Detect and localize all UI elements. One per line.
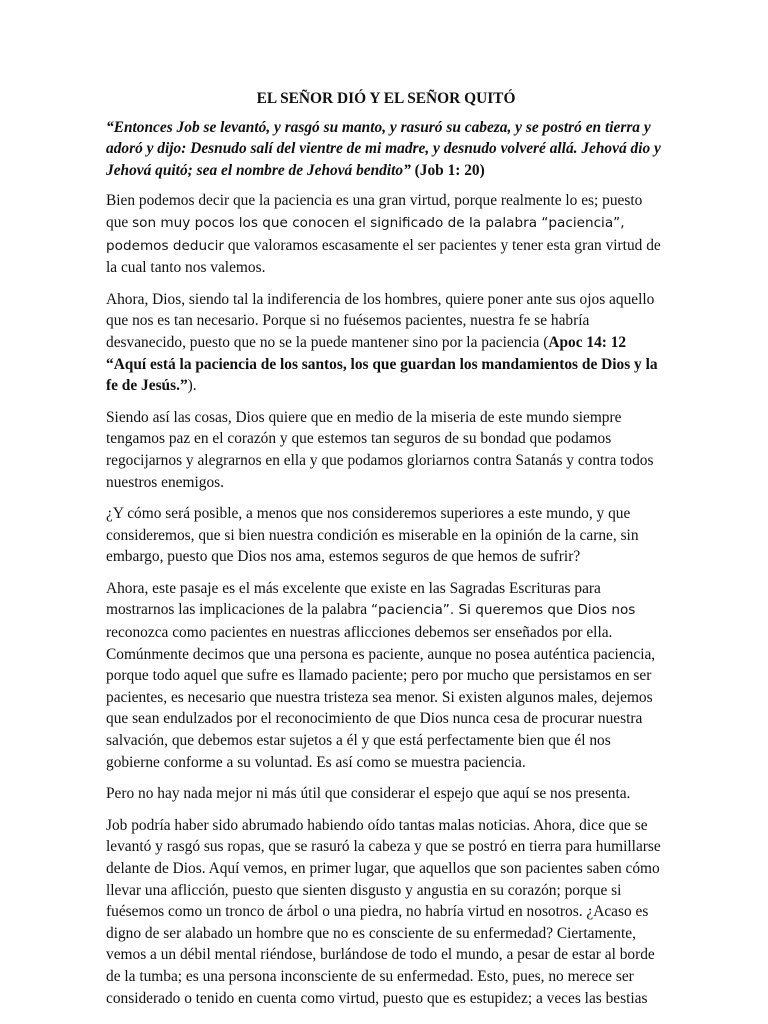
epigraph-reference: (Job 1: 20) [410, 161, 485, 179]
paragraph-6: Pero no hay nada mejor ni más útil que considerar el espejo que aquí se nos presenta. [106, 785, 631, 803]
paragraph-2-bible-quote: Apoc 14: 12 “Aquí está la paciencia de los santos, los que guardan los mandamientos de Dios y la fe de Jesús.” [106, 333, 658, 395]
paragraph-5-part-a: Ahora, este pasaje es el más excelente que existe en las Sagradas Escrituras para mostrarnos las implicaciones de la palabra [106, 579, 601, 619]
paragraph-5 [106, 578, 666, 773]
epigraph-quote: “Entonces Job se levantó, y rasgó su manto, y rasuró su cabeza, y se postró en tierra y adoró y dijo: Desnudo salí del vientre de mi madre, y desnudo volveré allá. Jehová dio y Jehová quitó; sea el nombre de Jehová bendito” [106, 118, 661, 179]
paragraph-2-part-a: Ahora, Dios, siendo tal la indiferencia de los hombres, quiere poner ante sus ojos aquello que nos es tan necesario. Porque si no fuésemos pacientes, nuestra fe se habría desvanecido, puesto que no se la puede mantener sino por la paciencia ( [106, 290, 655, 351]
paragraph-5-part-b: “paciencia”. Si queremos que Dios nos [370, 602, 636, 619]
paragraph-1-part-c: que valoramos escasamente el ser pacientes y tener esta gran virtud de la cual tanto nos valemos. [106, 236, 661, 277]
paragraph-2 [106, 289, 666, 397]
paragraph-4: ¿Y cómo será posible, a menos que nos consideremos superiores a este mundo, y que consideremos, que si bien nuestra condición es miserable en la opinión de la carne, sin embargo, puesto que Dios nos ama, estemos seguros de que hemos de sufrir? [106, 505, 639, 566]
paragraph-1 [106, 190, 666, 278]
document-page [106, 88, 666, 1019]
paragraph-1-part-a: Bien podemos decir que la paciencia es una gran virtud, porque realmente lo es; puesto que [106, 192, 643, 231]
paragraph-1-part-b: son muy pocos los que conocen el significado de la palabra “paciencia”, podemos deducir [106, 214, 625, 254]
paragraph-5-part-c: reconozca como pacientes en nuestras aflicciones debemos ser enseñados por ella. Comúnmente decimos que una persona es paciente, aunque no posea auténtica paciencia, porque todo aquel que sufre es llamado paciente; pero por mucho que persistamos en ser pacientes, es necesario que nuestra tristeza sea menor. Si existen algunos males, dejemos que sean endulzados por el reconocimiento de que Dios nunca cesa de procurar nuestra salvación, que debemos estar sujetos a él y que está perfectamente bien que él nos gobierne conforme a su voluntad. Es así como se muestra paciencia. [106, 624, 656, 771]
paragraph-3: Siendo así las cosas, Dios quiere que en medio de la miseria de este mundo siempre tengamos paz en el corazón y que estemos tan seguros de su bondad que podamos regocijarnos y alegrarnos en ella y que podamos gloriarnos contra Satanás y contra todos nuestros enemigos. [106, 408, 654, 491]
epigraph [106, 117, 666, 182]
document-title: EL SEÑOR DIÓ Y EL SEÑOR QUITÓ [256, 90, 516, 107]
paragraph-2-part-c: ). [187, 377, 197, 395]
paragraph-7: Job podría haber sido abrumado habiendo oído tantas malas noticias. Ahora, dice que se levantó y rasgó sus ropas, que se rasuró la cabeza y que se postró en tierra para humillarse delante de Dios. Aquí vemos, en primer lugar, que aquellos que son pacientes saben cómo llevar una aflicción, puesto que sienten disgusto y angustia en su corazón; porque si fuésemos como un tronco de árbol o una piedra, no habría virtud en nosotros. ¿Acaso es digno de ser alabado un hombre que no es consciente de su enfermedad? Ciertamente, vemos a un débil mental riéndose, burlándose de todo el mundo, a pesar de estar al borde de la tumba; es una persona inconsciente de su enfermedad. Esto, pues, no merece ser considerado o tenido en cuenta como virtud, puesto que es estupidez; a veces las bestias [106, 816, 661, 1007]
